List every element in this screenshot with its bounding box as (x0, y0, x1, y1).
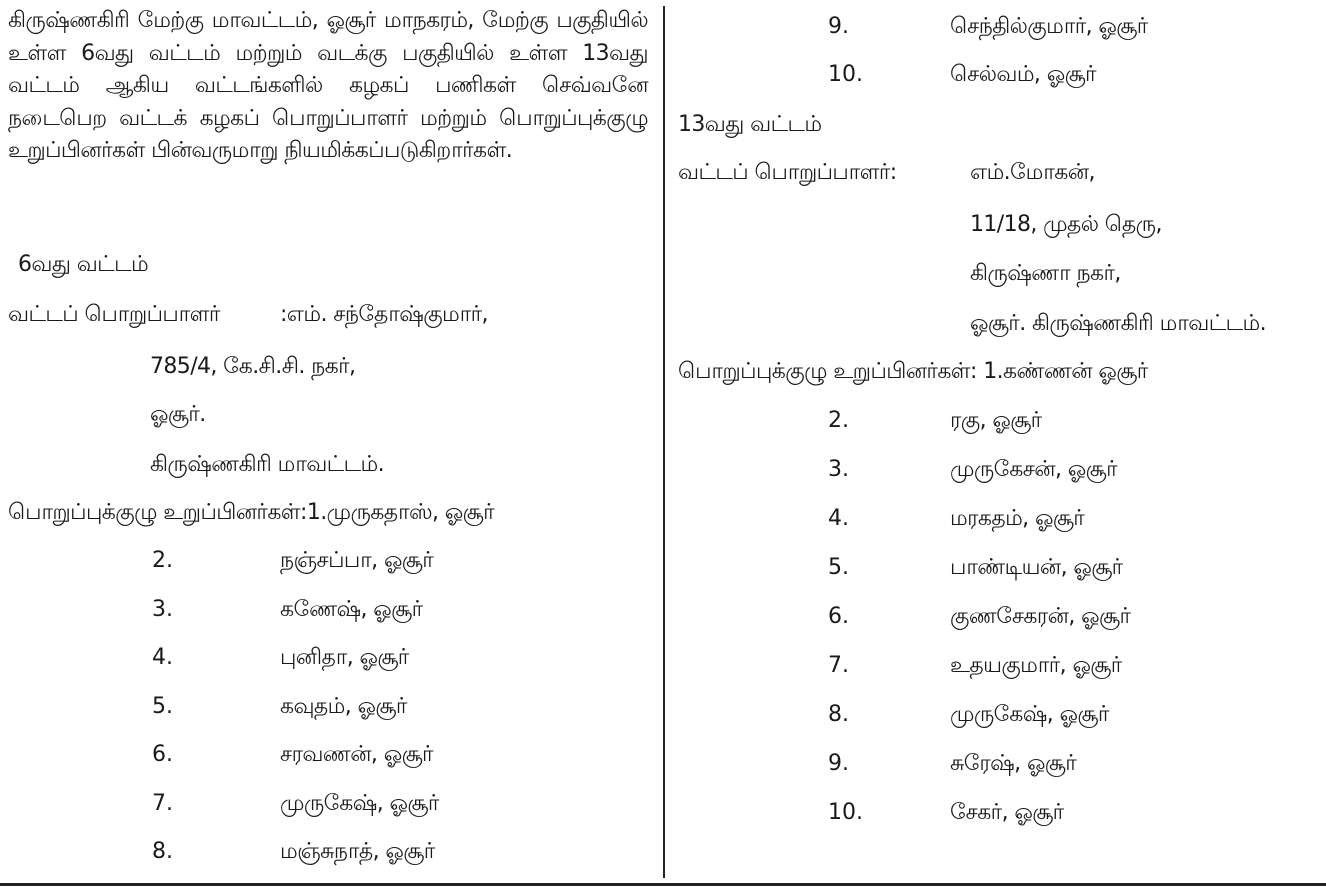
members-label: பொறுப்புக்குழு உறுப்பினர்கள்: 1.கண்ணன் ஓசூர் (678, 359, 1148, 384)
member-name: உதயகுமார், ஓசூர் (950, 653, 1122, 678)
address-line-3: ஓசூர். கிருஷ்ணகிரி மாவட்டம். (970, 311, 1267, 336)
intro-paragraph: கிருஷ்ணகிரி மேற்கு மாவட்டம், ஓசூர் மாநகரம், மேற்கு பகுதியில் உள்ள 6வது வட்டம் மற்றும் வடக்கு பகுதியில் உள்ள 13வது வட்டம் ஆகிய வட்டங்களில் கழகப் பணிகள் செவ்வனே நடைபெற வட்டக் கழகப் பொறுப்பாளர் மற்றும் பொறுப்புக்குழு உறுப்பினர்கள் பின்வருமாறு நியமிக்கப்படுகிறார்கள். (8, 8, 648, 163)
ward-incharge-label: வட்டப் பொறுப்பாளர் (8, 302, 220, 327)
member-name: செந்தில்குமார், ஓசூர் (950, 14, 1148, 39)
ward-incharge-label: வட்டப் பொறுப்பாளர்: (678, 160, 897, 185)
member-number: 5. (152, 693, 173, 719)
address-line-1: 785/4, கே.சி.சி. நகர், (150, 354, 356, 379)
member-name: முருகேசன், ஓசூர் (950, 457, 1118, 482)
member-name: நஞ்சப்பா, ஓசூர் (280, 548, 434, 573)
ward-heading-13: 13வது வட்டம் (678, 112, 822, 137)
member-name: மரகதம், ஓசூர் (950, 506, 1085, 531)
member-name: குணசேகரன், ஓசூர் (950, 604, 1131, 629)
ward-incharge-name: :எம். சந்தோஷ்குமார், (280, 302, 488, 327)
ward-heading-6: 6வது வட்டம் (18, 252, 149, 277)
member-number: 10. (828, 62, 863, 87)
member-name: முருகேஷ், ஓசூர் (950, 702, 1109, 727)
member-number: 2. (152, 548, 173, 573)
member-number: 2. (828, 408, 849, 433)
member-number: 4. (828, 506, 849, 531)
members-label: பொறுப்புக்குழு உறுப்பினர்கள்:1.முருகதாஸ், ஓசூர் (8, 500, 494, 525)
ward-incharge-name: எம்.மோகன், (970, 160, 1095, 185)
member-number: 9. (828, 751, 849, 776)
member-name: முருகேஷ், ஓசூர் (280, 790, 439, 816)
member-number: 6. (152, 742, 173, 767)
member-number: 5. (828, 555, 849, 580)
address-line-3: கிருஷ்ணகிரி மாவட்டம். (150, 452, 385, 477)
member-number: 6. (828, 604, 849, 629)
member-number: 9. (828, 14, 849, 39)
member-number: 7. (152, 790, 173, 816)
member-name: கணேஷ், ஓசூர் (280, 596, 423, 622)
member-name: புனிதா, ஓசூர் (280, 645, 409, 670)
member-name: கவுதம், ஓசூர் (280, 693, 407, 719)
address-line-2: ஓசூர். (150, 402, 206, 427)
member-number: 3. (828, 457, 849, 482)
member-name: சரவணன், ஓசூர் (280, 742, 433, 767)
member-number: 8. (152, 839, 173, 864)
member-name: சேகர், ஓசூர் (950, 800, 1064, 825)
address-line-1: 11/18, முதல் தெரு, (970, 212, 1162, 237)
member-name: மஞ்சுநாத், ஓசூர் (280, 839, 435, 864)
bottom-rule (0, 883, 1326, 886)
member-name: செல்வம், ஓசூர் (950, 62, 1096, 87)
member-number: 10. (828, 800, 863, 825)
member-number: 4. (152, 645, 173, 670)
member-name: ரகு, ஓசூர் (950, 408, 1042, 433)
member-number: 8. (828, 702, 849, 727)
address-line-2: கிருஷ்ணா நகர், (970, 261, 1121, 286)
member-name: பாண்டியன், ஓசூர் (950, 555, 1123, 580)
member-name: சுரேஷ், ஓசூர் (950, 751, 1077, 776)
member-number: 3. (152, 596, 173, 622)
member-number: 7. (828, 653, 849, 678)
column-divider (663, 6, 665, 878)
